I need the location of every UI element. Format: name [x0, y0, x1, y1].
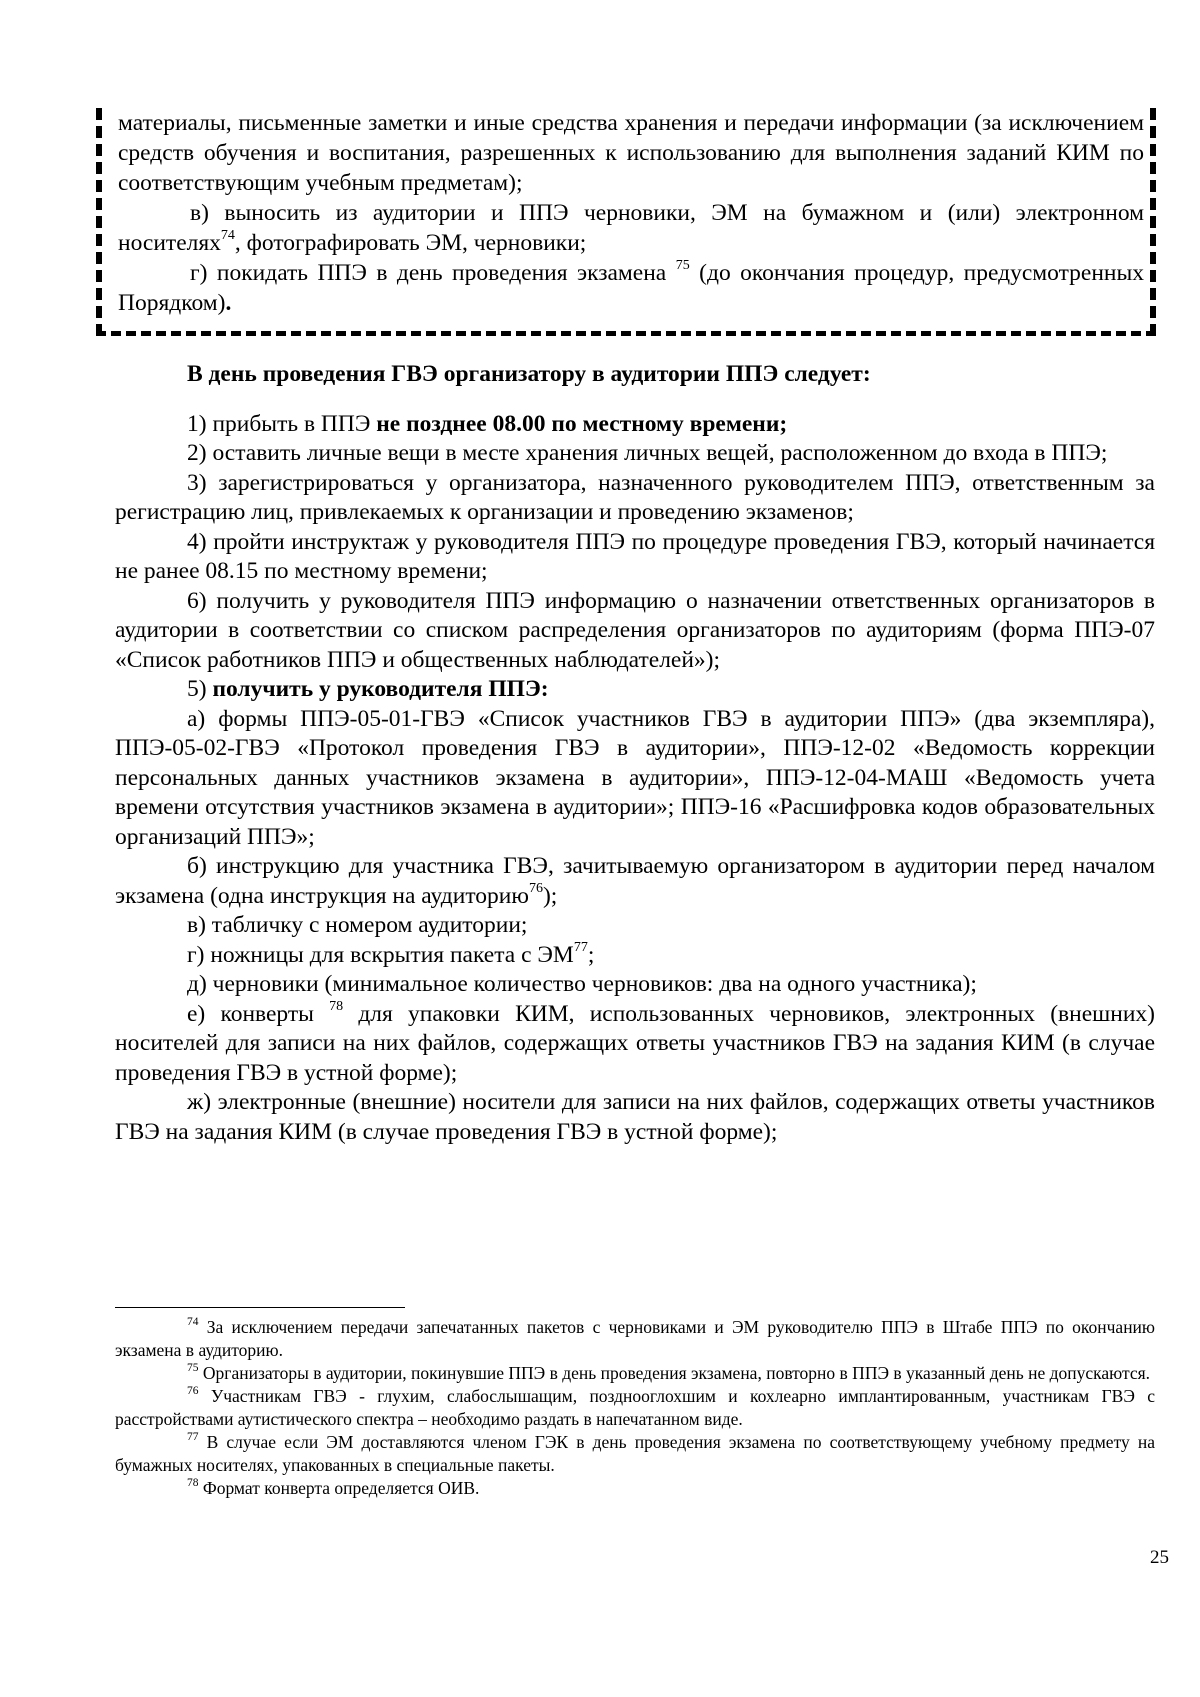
list-item-6: 6) получить у руководителя ППЭ информацию о назначении ответственных организаторов в аудитории в соответствии со списком распределения организаторов по аудиториям (форма ППЭ-07 «Список работников ППЭ и общественных наблюдателей»); — [115, 587, 1155, 673]
footnote-ref-78[interactable]: 78 — [329, 998, 344, 1014]
page-number: 25 — [1150, 1547, 1169, 1568]
sub-item-b: б) инструкцию для участника ГВЭ, зачитываемую организатором в аудитории перед началом экзамена (одна инструкция на аудиторию$^{76}$); — [115, 853, 1155, 909]
sub-item-zh: ж) электронные (внешние) носители для записи на них файлов, содержащих ответы участников ГВЭ на задания КИМ (в случае проведения ГВЭ в устной форме); — [115, 1089, 1155, 1145]
footnote-ref-76[interactable]: 76 — [528, 880, 543, 896]
main-content — [115, 360, 1155, 1147]
list-item-3: 3) зарегистрироваться у организатора, назначенного руководителем ППЭ, ответственным за регистрацию лиц, привлекаемых к организации и проведению экзаменов; — [115, 469, 1155, 525]
sub-item-e: е) конверты $^{78}$ для упаковки КИМ, использованных черновиков, электронных (внешних) носителей для записи на них файлов, содержащих ответы участников ГВЭ на задания КИМ (в случае проведения ГВЭ в устной форме); — [115, 998, 1155, 1086]
footnote-78: $^{78}$ Формат конверта определяется ОИВ. — [187, 1477, 480, 1498]
footnote-76: $^{76}$ Участникам ГВЭ - глухим, слабослышащим, позднооглохшим и кохлеарно имплантированным, участникам ГВЭ с расстройствами аутистического спектра – необходимо раздать в напечатанном виде. — [115, 1385, 1155, 1429]
footnote-75: $^{75}$ Организаторы в аудитории, покинувшие ППЭ в день проведения экзамена, повторно в ППЭ в указанный день не допускаются. — [187, 1362, 1151, 1383]
footnotes — [115, 1316, 1155, 1500]
footnote-ref-74[interactable]: 74 — [220, 228, 235, 244]
section-heading: В день проведения ГВЭ организатору в аудитории ППЭ следует: — [187, 361, 871, 387]
dashed-frame — [96, 108, 1156, 336]
sub-item-g: г) ножницы для вскрытия пакета с ЭМ$^{77}$; — [187, 939, 595, 968]
footnote-ref-75[interactable]: 75 — [675, 258, 690, 274]
footnote-77: $^{77}$ В случае если ЭМ доставляются членом ГЭК в день проведения экзамена по соответствующему учебному предмету на бумажных носителях, упакованных в специальные пакеты. — [115, 1431, 1155, 1475]
list-item-1: 1) прибыть в ППЭ не позднее 08.00 по местному времени; — [187, 410, 788, 437]
sub-item-a: а) формы ППЭ-05-01-ГВЭ «Список участников ГВЭ в аудитории ППЭ» (два экземпляра), ППЭ-05-02-ГВЭ «Протокол проведения ГВЭ в аудитории», ППЭ-12-02 «Ведомость коррекции персональных данных участников экзамена в аудитории», ППЭ-12-04-МАШ «Ведомость учета времени отсутствия участников экзамена в аудитории»; ППЭ-16 «Расшифровка кодов образовательных организаций ППЭ»; — [115, 705, 1155, 850]
footnote-74: $^{74}$ За исключением передачи запечатанных пакетов с черновиками и ЭМ руководителю ППЭ в Штабе ППЭ по окончанию экзамена в аудиторию. — [115, 1316, 1155, 1360]
frame-paragraph-3: г) покидать ППЭ в день проведения экзамена $^{75}$ (до окончания процедур, предусмотренных Порядком). — [118, 258, 1145, 316]
footnote-ref-77[interactable]: 77 — [573, 939, 588, 955]
frame-paragraph-1: материалы, письменные заметки и иные средства хранения и передачи информации (за исключением средств обучения и воспитания, разрешенных к использованию для выполнения заданий КИМ по соответствующим учебным предметам); — [118, 110, 1144, 196]
sub-item-v: в) табличку с номером аудитории; — [187, 912, 528, 938]
list-item-5: 5) получить у руководителя ППЭ: — [187, 676, 549, 702]
list-item-2: 2) оставить личные вещи в месте хранения личных вещей, расположенном до входа в ППЭ; — [187, 440, 1108, 466]
frame-paragraph-2: в) выносить из аудитории и ППЭ черновики, ЭМ на бумажном и (или) электронном носителях$^{74}$, фотографировать ЭМ, черновики; — [118, 200, 1144, 256]
sub-item-d: д) черновики (минимальное количество черновиков: два на одного участника); — [187, 971, 977, 997]
footnote-separator — [115, 1307, 405, 1308]
list-item-4: 4) пройти инструктаж у руководителя ППЭ по процедуре проведения ГВЭ, который начинается не ранее 08.15 по местному времени; — [115, 528, 1155, 584]
